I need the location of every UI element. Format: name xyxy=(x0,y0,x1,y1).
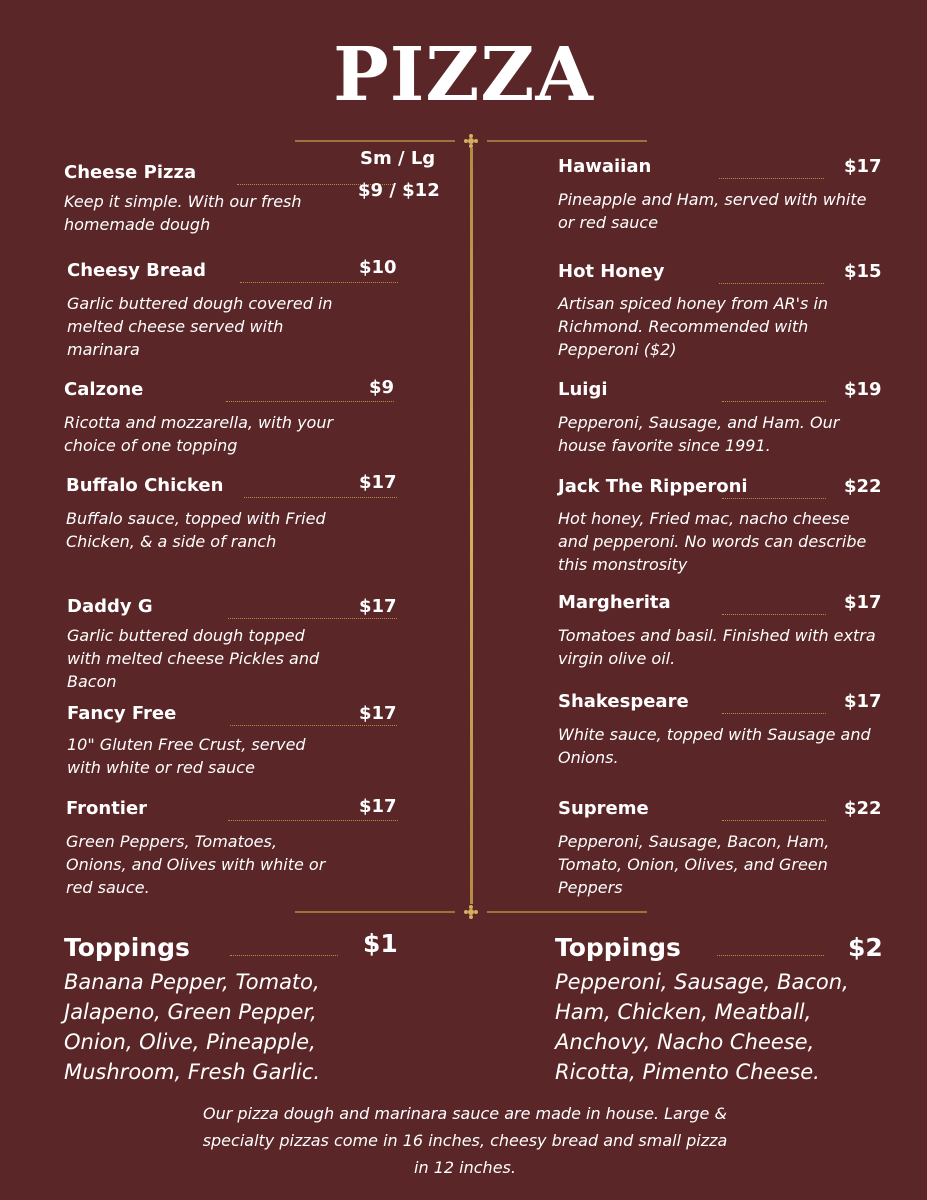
size-label: Sm / Lg xyxy=(360,148,436,169)
dot-leader xyxy=(717,955,824,956)
toppings-price: $1 xyxy=(363,929,398,958)
item-price: $17 xyxy=(359,796,397,817)
toppings-price: $2 xyxy=(848,933,883,962)
toppings-list: Banana Pepper, Tomato, Jalapeno, Green Pepper, Onion, Olive, Pineapple, Mushroom, Fresh Garlic. xyxy=(64,970,321,1084)
item-description: Artisan spiced honey from AR's in Richmond. Recommended with Pepperoni ($2) xyxy=(558,294,829,359)
toppings-list: Pepperoni, Sausage, Bacon, Ham, Chicken, Meatball, Anchovy, Nacho Cheese, Ricotta, Pimento Cheese. xyxy=(555,970,849,1084)
item-description: Pineapple and Ham, served with white or red sauce xyxy=(558,190,867,232)
item-name: Buffalo Chicken xyxy=(66,475,224,496)
dot-leader xyxy=(722,498,826,499)
item-price: $22 xyxy=(844,798,882,819)
dot-leader xyxy=(722,713,826,714)
item-description: Pepperoni, Sausage, Bacon, Ham, Tomato, Onion, Olives, and Green Peppers xyxy=(558,832,830,897)
item-name: Cheese Pizza xyxy=(64,162,197,183)
item-price: $15 xyxy=(844,261,882,282)
item-price: $17 xyxy=(359,703,397,724)
center-vertical-divider xyxy=(470,148,473,904)
item-name: Hot Honey xyxy=(558,261,665,282)
toppings-heading: Toppings xyxy=(555,933,681,962)
item-name: Jack The Ripperoni xyxy=(558,476,748,497)
bottom-ornament-divider xyxy=(295,905,647,919)
item-description: Garlic buttered dough topped with melted cheese Pickles and Bacon xyxy=(67,626,320,691)
item-name: Luigi xyxy=(558,379,608,400)
dot-leader xyxy=(228,618,397,619)
item-description: Hot honey, Fried mac, nacho cheese and pepperoni. No words can describe this monstrosity xyxy=(558,509,867,574)
item-price: $19 xyxy=(844,379,882,400)
item-price: $17 xyxy=(844,156,882,177)
item-description: White sauce, topped with Sausage and Onions. xyxy=(558,725,871,767)
footer-note: Our pizza dough and marinara sauce are made in house. Large & specialty pizzas come in 16 inches, cheesy bread and small pizza in 12 inches. xyxy=(202,1104,728,1177)
dot-leader xyxy=(722,614,826,615)
dot-leader xyxy=(228,820,398,821)
item-price: $9 / $12 xyxy=(358,180,440,201)
page-title: PIZZA xyxy=(333,32,594,118)
item-price: $9 xyxy=(369,377,395,398)
item-price: $10 xyxy=(359,257,397,278)
item-price: $17 xyxy=(359,472,397,493)
dot-leader xyxy=(226,401,394,402)
dot-leader xyxy=(722,820,826,821)
item-description: Green Peppers, Tomatoes, Onions, and Olives with white or red sauce. xyxy=(66,832,326,897)
dot-leader xyxy=(240,282,398,283)
dot-leader xyxy=(230,725,397,726)
dot-leader xyxy=(244,497,397,498)
item-description: Keep it simple. With our fresh homemade dough xyxy=(64,192,302,234)
item-price: $17 xyxy=(844,592,882,613)
item-price: $22 xyxy=(844,476,882,497)
item-name: Frontier xyxy=(66,798,148,819)
toppings-heading: Toppings xyxy=(64,933,190,962)
item-name: Supreme xyxy=(558,798,649,819)
top-ornament-divider xyxy=(295,134,647,148)
item-name: Margherita xyxy=(558,592,671,613)
item-description: Tomatoes and basil. Finished with extra virgin olive oil. xyxy=(558,626,876,668)
item-description: Pepperoni, Sausage, and Ham. Our house favorite since 1991. xyxy=(558,413,840,455)
item-name: Calzone xyxy=(64,379,144,400)
item-description: Buffalo sauce, topped with Fried Chicken, & a side of ranch xyxy=(66,509,326,551)
dot-leader xyxy=(722,401,826,402)
item-name: Daddy G xyxy=(67,596,153,617)
item-description: Garlic buttered dough covered in melted cheese served with marinara xyxy=(67,294,333,359)
item-price: $17 xyxy=(359,596,397,617)
dot-leader xyxy=(230,955,338,956)
item-description: Ricotta and mozzarella, with your choice of one topping xyxy=(64,413,334,455)
item-name: Fancy Free xyxy=(67,703,177,724)
dot-leader xyxy=(719,283,824,284)
item-description: 10" Gluten Free Crust, served with white or red sauce xyxy=(67,735,306,777)
item-price: $17 xyxy=(844,691,882,712)
item-name: Cheesy Bread xyxy=(67,260,206,281)
item-name: Hawaiian xyxy=(558,156,652,177)
dot-leader xyxy=(719,178,824,179)
item-name: Shakespeare xyxy=(558,691,689,712)
